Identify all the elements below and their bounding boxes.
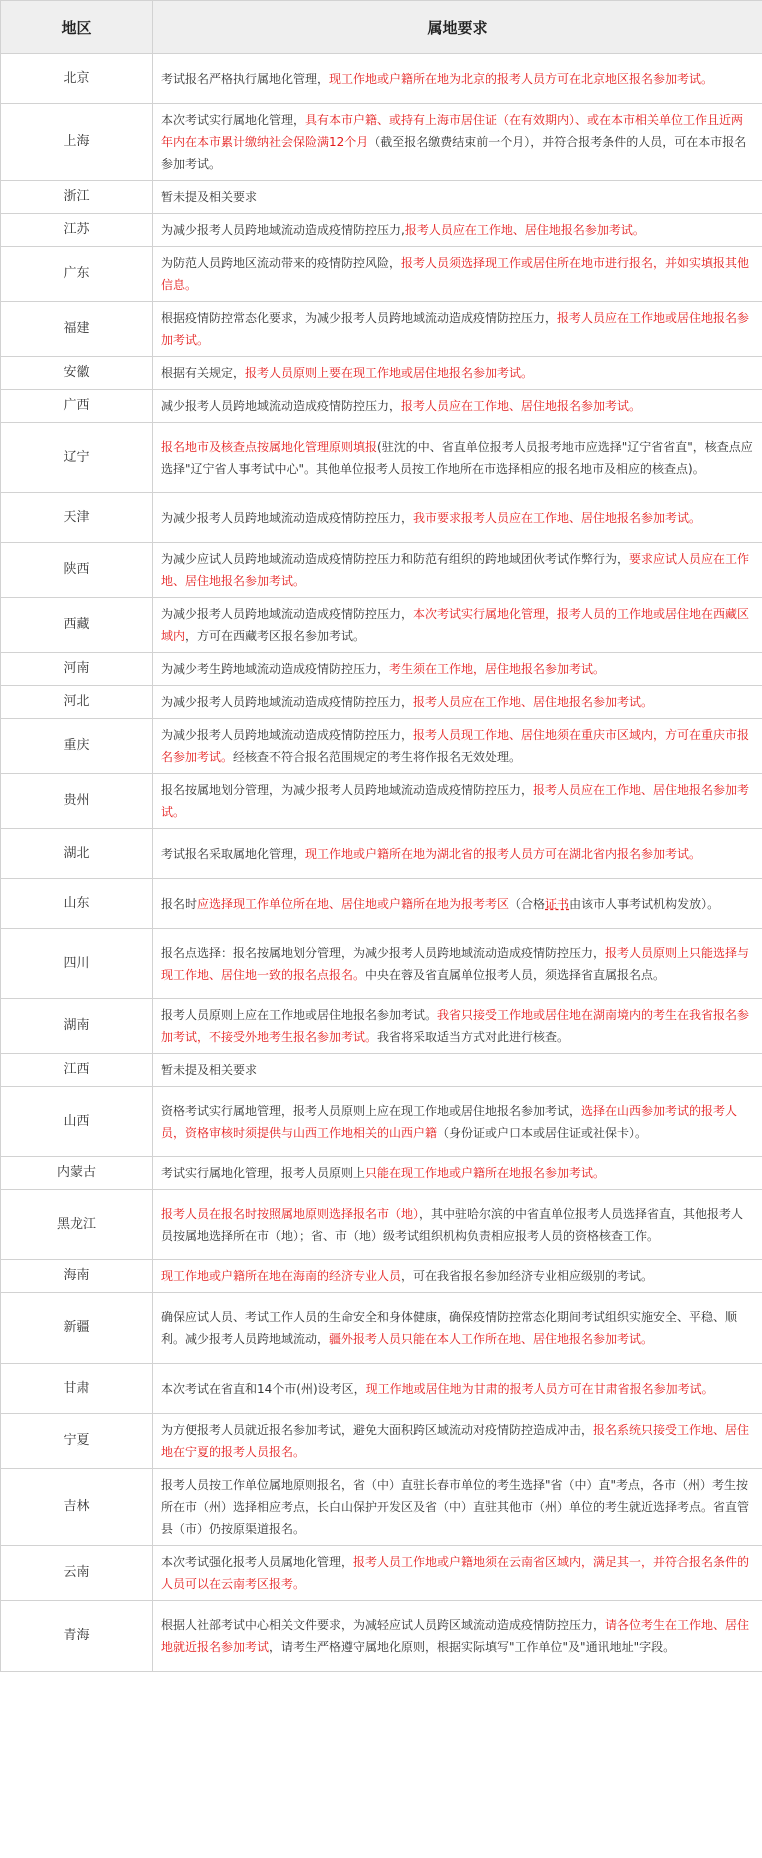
region-cell: 黑龙江 — [1, 1190, 153, 1260]
requirement-text: 考试实行属地化管理，报考人员原则上 — [161, 1166, 366, 1180]
requirement-highlight: 报名地市及核查点按属地化管理原则填报 — [161, 439, 378, 454]
requirement-highlight: 我省只接受工作地或居住地在湖南境内的考生在我省报名参加考试，不接受外地考生报名参加考试。 — [161, 1008, 750, 1044]
requirement-text: 本次考试强化报考人员属地化管理， — [161, 1555, 354, 1569]
requirement-cell — [153, 999, 762, 1054]
requirement-cell — [153, 929, 762, 999]
requirement-highlight: 请各位考生在工作地、居住地就近报名参加考试 — [161, 1618, 750, 1654]
region-cell: 四川 — [1, 929, 153, 999]
requirement-cell — [153, 829, 762, 879]
table-row — [1, 104, 762, 181]
table-row — [1, 214, 762, 247]
requirement-text: 考试报名严格执行属地化管理， — [161, 71, 330, 86]
requirement-cell — [153, 214, 762, 247]
requirement-highlight: 现工作地或户籍所在地为湖北省的报考人员方可在湖北省内报名参加考试。 — [305, 846, 702, 861]
table-row — [1, 54, 762, 104]
region-cell: 西藏 — [1, 598, 153, 653]
requirement-text: （合格 — [509, 896, 546, 911]
header-row — [1, 1, 762, 54]
table-row — [1, 929, 762, 999]
region-cell: 陕西 — [1, 543, 153, 598]
requirement-cell — [153, 1601, 762, 1672]
requirement-text: 暂未提及相关要求 — [161, 190, 258, 204]
region-cell: 河南 — [1, 653, 153, 686]
requirement-highlight: 具有本市户籍、或持有上海市居住证（在有效期内）、或在本市相关单位工作且近两年内在本市累计缴纳社会保险满12个月 — [161, 113, 744, 149]
requirement-text: 为减少报考人员跨地域流动造成疫情防控压力, — [161, 223, 405, 237]
table-row — [1, 1190, 762, 1260]
region-cell: 江苏 — [1, 214, 153, 247]
requirement-text: ，可在我省报名参加经济专业相应级别的考试。 — [401, 1269, 654, 1283]
region-cell: 安徽 — [1, 357, 153, 390]
region-cell: 浙江 — [1, 181, 153, 214]
requirement-text: 我省将采取适当方式对此进行核查。 — [377, 1030, 570, 1044]
requirement-text: 暂未提及相关要求 — [161, 1063, 258, 1077]
requirement-text: 报考人员原则上应在工作地或居住地报名参加考试。 — [161, 1008, 438, 1022]
requirement-text: （截至报名缴费结束前一个月），并符合报考条件的人员，可在本市报名参加考试。 — [161, 135, 747, 171]
table-row — [1, 247, 762, 302]
requirement-highlight: 本次考试实行属地化管理，报考人员的工作地或居住地在西藏区域内 — [161, 607, 750, 643]
requirement-highlight: 疆外报考人员只能在本人工作所在地、居住地报名参加考试。 — [329, 1332, 654, 1346]
table-row — [1, 653, 762, 686]
requirement-highlight: 报考人员工作地或户籍地须在云南省区域内，满足其一，并符合报名条件的人员可以在云南考区报考。 — [161, 1555, 750, 1591]
table-row — [1, 543, 762, 598]
requirement-cell — [153, 543, 762, 598]
region-cell: 贵州 — [1, 774, 153, 829]
requirement-cell — [153, 1260, 762, 1293]
region-cell: 天津 — [1, 493, 153, 543]
requirement-highlight: 报考人员现工作地、居住地须在重庆市区域内，方可在重庆市报名参加考试。 — [161, 728, 750, 764]
requirement-cell — [153, 1054, 762, 1087]
table-row — [1, 999, 762, 1054]
requirement-highlight: 报考人员原则上要在现工作地或居住地报名参加考试。 — [245, 366, 534, 380]
requirement-text: 由该市人事考试机构发放）。 — [569, 896, 720, 911]
requirement-highlight: 报考人员应在工作地、居住地报名参加考试。 — [161, 783, 750, 819]
requirement-text: 资格考试实行属地管理，报考人员原则上应在现工作地或居住地报名参加考试， — [161, 1103, 582, 1118]
requirement-highlight: 选择在山西参加考试的报考人员，资格审核时须提供与山西工作地相关的山西户籍 — [161, 1103, 738, 1140]
requirement-text: 本次考试在省直和14个市(州)设考区， — [161, 1381, 366, 1396]
requirement-text: 根据有关规定， — [161, 366, 246, 380]
requirement-cell — [153, 1546, 762, 1601]
requirement-highlight: 报考人员应在工作地、居住地报名参加考试。 — [401, 399, 642, 413]
region-cell: 广东 — [1, 247, 153, 302]
requirement-text: ，方可在西藏考区报名参加考试。 — [185, 629, 366, 643]
table-row — [1, 181, 762, 214]
requirement-cell — [153, 390, 762, 423]
table-row — [1, 829, 762, 879]
requirement-cell — [153, 1157, 762, 1190]
requirement-cell — [153, 493, 762, 543]
table-row — [1, 1546, 762, 1601]
table-row — [1, 357, 762, 390]
requirement-highlight: 现工作地或户籍所在地为北京的报考人员方可在北京地区报名参加考试。 — [329, 71, 714, 86]
requirement-text: 为减少报考人员跨地域流动造成疫情防控压力， — [161, 510, 414, 525]
requirement-highlight: 报考人员应在工作地、居住地报名参加考试。 — [404, 223, 645, 237]
requirement-text: 本次考试实行属地化管理， — [161, 113, 306, 127]
requirement-cell — [153, 302, 762, 357]
requirement-highlight: 报考人员应在工作地、居住地报名参加考试。 — [413, 695, 654, 709]
requirement-highlight: 报考人员原则上只能选择与现工作地、居住地一致的报名点报名。 — [161, 945, 750, 982]
requirement-cell — [153, 1469, 762, 1546]
requirement-text: 报名按属地划分管理，为减少报考人员跨地域流动造成疫情防控压力， — [161, 783, 534, 797]
requirement-text: (驻沈的中、省直单位报考人员报考地市应选择"辽宁省省直"，核查点应选择"辽宁省人事考试中心"。其他单位报考人员按工作地所在市选择相应的报名地市及相应的核查点)。 — [161, 439, 753, 476]
requirement-cell — [153, 247, 762, 302]
region-cell: 河北 — [1, 686, 153, 719]
requirement-text: 为减少报考人员跨地域流动造成疫情防控压力， — [161, 607, 414, 621]
requirement-text: 为减少应试人员跨地域流动造成疫情防控压力和防范有组织的跨地域团伙考试作弊行为， — [161, 552, 630, 566]
requirement-cell — [153, 1293, 762, 1364]
requirement-highlight: 应选择现工作单位所在地、居住地或户籍所在地为报考考区 — [197, 896, 510, 911]
table-row — [1, 423, 762, 493]
requirement-text: 报名时 — [161, 896, 198, 911]
table-row — [1, 1293, 762, 1364]
region-cell: 内蒙古 — [1, 1157, 153, 1190]
table-row — [1, 686, 762, 719]
requirement-cell — [153, 423, 762, 493]
table-body — [1, 54, 762, 1672]
requirement-text: 为减少报考人员跨地域流动造成疫情防控压力， — [161, 728, 414, 742]
table-row — [1, 1157, 762, 1190]
table-row — [1, 1054, 762, 1087]
requirement-text: 中央在蓉及省直属单位报考人员，须选择省直属报名点。 — [365, 967, 666, 982]
requirement-cell — [153, 1087, 762, 1157]
region-cell: 吉林 — [1, 1469, 153, 1546]
requirement-cell — [153, 879, 762, 929]
requirement-text: 为减少报考人员跨地域流动造成疫情防控压力， — [161, 695, 414, 709]
region-cell: 云南 — [1, 1546, 153, 1601]
requirement-cell — [153, 1364, 762, 1414]
requirement-cell — [153, 598, 762, 653]
requirement-text: 为防范人员跨地区流动带来的疫情防控风险， — [161, 256, 402, 270]
requirement-highlight: 只能在现工作地或户籍所在地报名参加考试。 — [365, 1166, 606, 1180]
requirement-text: 根据人社部考试中心相关文件要求，为减轻应试人员跨区域流动造成疫情防控压力， — [161, 1618, 606, 1632]
requirement-text: 根据疫情防控常态化要求，为减少报考人员跨地域流动造成疫情防控压力， — [161, 311, 558, 325]
requirement-text: 为方便报考人员就近报名参加考试，避免大面积跨区域流动对疫情防控造成冲击， — [161, 1423, 594, 1437]
requirement-text: 经核查不符合报名范围规定的考生将作报名无效处理。 — [233, 750, 522, 764]
requirement-cell — [153, 686, 762, 719]
requirement-text: 确保应试人员、考试工作人员的生命安全和身体健康，确保疫情防控常态化期间考试组织实施安全、平稳、顺利。减少报考人员跨地域流动， — [161, 1310, 738, 1346]
region-cell: 山东 — [1, 879, 153, 929]
table-row — [1, 302, 762, 357]
requirement-cell — [153, 1190, 762, 1260]
region-cell: 海南 — [1, 1260, 153, 1293]
requirement-text: 报考人员按工作单位属地原则报名，省（中）直驻长春市单位的考生选择"省（中）直"考点，各市（州）考生按所在市（州）选择相应考点，长白山保护开发区及省（中）直驻其他市（州）单位的考生就近选择考点。省直管县（市）仍按原渠道报名。 — [161, 1478, 750, 1536]
requirement-text: 报名点选择：报名按属地划分管理，为减少报考人员跨地域流动造成疫情防控压力， — [161, 945, 606, 960]
requirement-highlight: 报考人员须选择现工作或居住所在地市进行报名，并如实填报其他信息。 — [161, 256, 750, 292]
region-cell: 青海 — [1, 1601, 153, 1672]
table-row — [1, 1087, 762, 1157]
requirement-highlight: 考生须在工作地，居住地报名参加考试。 — [389, 662, 606, 676]
region-cell: 上海 — [1, 104, 153, 181]
region-cell: 湖北 — [1, 829, 153, 879]
region-cell: 甘肃 — [1, 1364, 153, 1414]
header-requirement: 属地要求 — [153, 1, 762, 54]
table-row — [1, 1414, 762, 1469]
requirement-cell — [153, 181, 762, 214]
table-row — [1, 1260, 762, 1293]
region-cell: 山西 — [1, 1087, 153, 1157]
requirement-text: 考试报名采取属地化管理， — [161, 846, 306, 861]
region-cell: 重庆 — [1, 719, 153, 774]
requirement-text: ，其中驻哈尔滨的中省直单位报考人员选择省直，其他报考人员按属地选择所在市（地）；省、市（地）级考试组织机构负责相应报考人员的资格核查工作。 — [161, 1206, 744, 1243]
requirement-cell — [153, 719, 762, 774]
region-cell: 湖南 — [1, 999, 153, 1054]
requirement-highlight: 现工作地或户籍所在地在海南的经济专业人员 — [161, 1269, 402, 1283]
header-region: 地区 — [1, 1, 153, 54]
requirement-text: （身份证或户口本或居住证或社保卡）。 — [437, 1125, 648, 1140]
table-row — [1, 1364, 762, 1414]
requirement-highlight: 报名系统只接受工作地、居住地在宁夏的报考人员报名。 — [161, 1423, 750, 1459]
table-row — [1, 774, 762, 829]
table-row — [1, 493, 762, 543]
requirement-text: 为减少考生跨地域流动造成疫情防控压力， — [161, 662, 390, 676]
table-row — [1, 1601, 762, 1672]
requirement-cell — [153, 774, 762, 829]
region-cell: 宁夏 — [1, 1414, 153, 1469]
requirement-cell — [153, 357, 762, 390]
requirement-cell — [153, 653, 762, 686]
table-row — [1, 390, 762, 423]
requirement-highlight: 我市要求报考人员应在工作地、居住地报名参加考试。 — [413, 510, 702, 525]
table-row — [1, 719, 762, 774]
requirement-highlight: 证书 — [545, 896, 570, 911]
region-cell: 江西 — [1, 1054, 153, 1087]
requirement-text: 减少报考人员跨地域流动造成疫情防控压力， — [161, 399, 402, 413]
requirement-cell — [153, 54, 762, 104]
region-cell: 福建 — [1, 302, 153, 357]
region-cell: 辽宁 — [1, 423, 153, 493]
requirement-text: ，请考生严格遵守属地化原则，根据实际填写"工作单位"及"通讯地址"字段。 — [269, 1640, 676, 1654]
region-cell: 广西 — [1, 390, 153, 423]
table-row — [1, 1469, 762, 1546]
requirement-highlight: 报考人员在报名时按照属地原则选择报名市（地） — [161, 1206, 420, 1221]
table-row — [1, 879, 762, 929]
requirement-highlight: 现工作地或居住地为甘肃的报考人员方可在甘肃省报名参加考试。 — [365, 1381, 714, 1396]
region-cell: 新疆 — [1, 1293, 153, 1364]
requirement-cell — [153, 1414, 762, 1469]
region-cell: 北京 — [1, 54, 153, 104]
requirement-highlight: 要求应试人员应在工作地、居住地报名参加考试。 — [161, 552, 750, 588]
table-row — [1, 598, 762, 653]
requirement-highlight: 报考人员应在工作地或居住地报名参加考试。 — [161, 311, 750, 347]
requirement-cell — [153, 104, 762, 181]
